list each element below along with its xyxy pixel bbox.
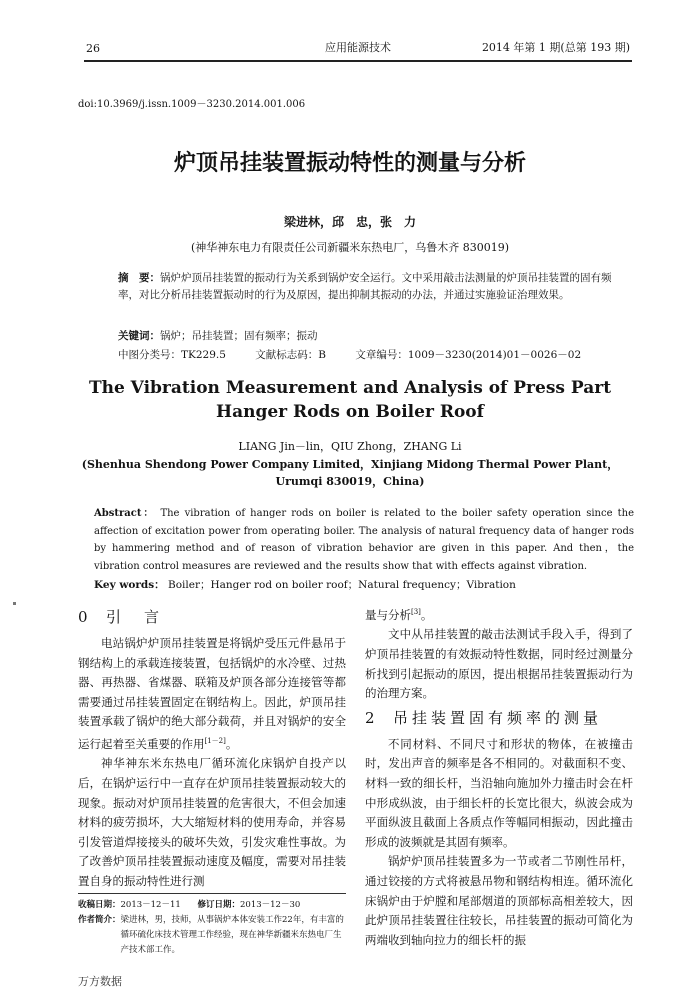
footnote [78, 893, 346, 958]
keywords-en-text: Boiler；Hanger rod on boiler roof；Natural frequency；Vibration [168, 579, 516, 591]
paper-title: 炉顶吊挂装置振动特性的测量与分析 [173, 150, 526, 176]
abstract-en-text: The vibration of hanger rods on boiler is related to the boiler safety operation since the affection of excitation power from operating boiler. The analysis of natural frequency data of hanger rods by hammering method and of reason of vibration behavior are given in this paper. And then，the vibration control measures are reviewed and the results show that with effects against vibration. [94, 508, 634, 572]
affiliation-en-line1: (Shenhua Shendong Power Company Limited，Xinjiang Midong Thermal Power Plant， [81, 458, 619, 471]
classification-line [118, 347, 638, 362]
clc-number: 中图分类号：TK229.5 [118, 349, 226, 361]
affiliation: (神华神东电力有限责任公司新疆米东热电厂，乌鲁木齐 830019) [190, 241, 510, 254]
right-column [365, 603, 633, 950]
article-number: 文章编号：1009－3230(2014)01－0026－02 [355, 349, 582, 361]
authors-en: LIANG Jin－lin，QIU Zhong，ZHANG Li [238, 440, 462, 453]
page-number: 26 [86, 42, 100, 55]
section-title: 吊挂装置固有频率的测量 [393, 708, 603, 727]
margin-mark [13, 602, 16, 605]
left-column [78, 603, 346, 892]
keywords-en [94, 577, 634, 592]
footnote-author: 作者简介： 梁进林，男，技师，从事锅炉本体安装工作22年，有丰富的循环硫化床技术管理工作经验，现在神华新疆米东热电厂生产技术部工作。 [78, 915, 344, 955]
authors: 梁进林，邱 忠，张 力 [283, 215, 416, 229]
abstract-cn-label: 摘 要： [118, 272, 160, 284]
title-en-line1: The Vibration Measurement and Analysis of Press Part [88, 378, 612, 398]
doi: doi:10.3969/j.issn.1009－3230.2014.001.006 [78, 99, 306, 110]
keywords-cn-label: 关键词： [118, 330, 160, 342]
abstract-cn [118, 270, 618, 304]
title-en-line2: Hanger Rods on Boiler Roof [216, 402, 484, 422]
abstract-en [94, 505, 634, 575]
paper-title-en [0, 376, 700, 424]
section-title: 引 言 [106, 608, 164, 626]
document-code: 文献标志码：B [255, 349, 326, 361]
journal-name: 应用能源技术 [325, 41, 391, 54]
affiliation-en-line2: Urumqi 830019，China) [275, 475, 425, 488]
citation: [3] [411, 608, 421, 616]
affiliation-en [0, 456, 700, 490]
paragraph: 锅炉炉顶吊挂装置多为一节或者二节刚性吊杆，通过铰接的方式将被悬吊物和钢结构相连。循环流化床锅炉由于炉膛和尾部烟道的顶部标高相差较大，因此炉顶吊挂装置往往较长，吊挂装置的振动可简化为两端收到轴向拉力的细长杆的振 [365, 854, 633, 947]
keywords-cn-text: 锅炉；吊挂装置；固有频率；振动 [160, 330, 318, 342]
section-number: 0 [78, 608, 88, 626]
running-header [84, 36, 632, 62]
footnote-dates: 收稿日期：2013－12－11 修订日期：2013－12－30 [78, 900, 301, 910]
citation: [1－2] [204, 736, 226, 745]
paragraph-continued: 量与分析[3]。 [365, 607, 433, 622]
keywords-cn [118, 328, 618, 343]
issue-info: 2014 年第 1 期(总第 193 期) [481, 41, 630, 54]
paragraph: 文中从吊挂装置的敲击法测试手段入手，得到了炉顶吊挂装置的有效振动特性数据，同时经过测量分析找到引起振动的原因，提出根据吊挂装置振动行为的治理方案。 [365, 627, 633, 701]
paragraph: 电站锅炉炉顶吊挂装置是将锅炉受压元件悬吊于钢结构上的承载连接装置，包括锅炉的水冷壁、过热器、再热器、省煤器、联箱及炉顶各部分连接管等都需要通过吊挂装置固定在钢结构上。因此，炉顶吊挂装置承载了锅炉的绝大部分载荷，并且对锅炉的安全运行起着至关重要的作用[1－2]。 [78, 636, 346, 751]
abstract-cn-text: 锅炉炉顶吊挂装置的振动行为关系到锅炉安全运行。文中采用敲击法测量的炉顶吊挂装置的固有频率，对比分析吊挂装置振动时的行为及原因，提出抑制其振动的办法，并通过实施验证治理效果。 [118, 272, 612, 301]
paragraph: 不同材料、不同尺寸和形状的物体，在被撞击时，发出声音的频率是各不相同的。对截面积不变、材料一致的细长杆，当沿轴向施加外力撞击时会在杆中形成纵波，由于细长杆的长宽比很大，纵波会成为平面纵波且截面上各质点作等幅同相振动，因此撞击形成的波频就是其固有频率。 [365, 736, 633, 849]
paragraph: 神华神东米东热电厂循环流化床锅炉自投产以后，在锅炉运行中一直存在炉顶吊挂装置振动较大的现象。振动对炉顶吊挂装置的危害很大，不但会加速材料的疲劳损坏，大大缩短材料的使用寿命，并容易引发管道焊接接头的破坏失效，引发灾难性事故。为了改善炉顶吊挂装置振动速度及幅度，需要对吊挂装置自身的振动特性进行测 [78, 756, 346, 888]
watermark: 万方数据 [78, 975, 122, 988]
keywords-en-label: Key words： [94, 579, 165, 591]
section-number: 2 [365, 708, 375, 727]
abstract-en-label: Abstract： [94, 508, 156, 519]
section-heading-intro [78, 605, 346, 629]
section-heading-frequency [365, 706, 633, 730]
